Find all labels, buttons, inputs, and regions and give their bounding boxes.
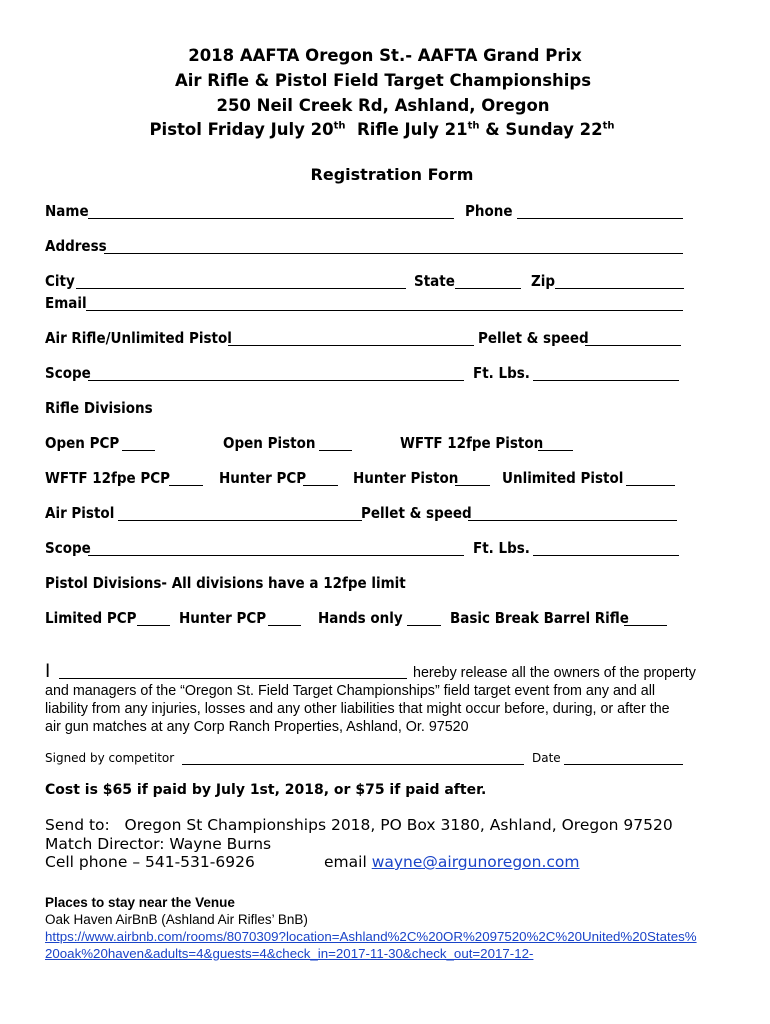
email-contact bbox=[324, 853, 580, 871]
release-line-3: liability from any injuries, losses and any other liabilities that might occur before, during, or after the bbox=[45, 701, 670, 717]
air-rifle-label: Air Rifle/Unlimited Pistol bbox=[45, 329, 232, 347]
date-label: Date bbox=[532, 751, 561, 765]
scope-2-field[interactable] bbox=[88, 555, 464, 556]
hunter-pcp-2-field[interactable] bbox=[268, 625, 301, 626]
open-piston-field[interactable] bbox=[319, 450, 352, 451]
email-label: Email bbox=[45, 294, 87, 312]
air-pistol-field[interactable] bbox=[118, 520, 362, 521]
zip-label: Zip bbox=[531, 272, 556, 290]
limited-pcp-field[interactable] bbox=[137, 625, 170, 626]
release-i: I bbox=[45, 661, 51, 682]
signature-field[interactable] bbox=[182, 764, 524, 765]
wftf-pcp-label: WFTF 12fpe PCP bbox=[45, 469, 171, 487]
hunter-pcp-2-label: Hunter PCP bbox=[179, 609, 267, 627]
send-to: Send to: Oregon St Championships 2018, PO Box 3180, Ashland, Oregon 97520 bbox=[45, 816, 673, 834]
city-label: City bbox=[45, 272, 75, 290]
cell-phone: Cell phone – 541-531-6926 bbox=[45, 853, 255, 871]
form-title: Registration Form bbox=[310, 165, 474, 184]
wftf-piston-label: WFTF 12fpe Piston bbox=[400, 434, 544, 452]
limited-pcp-label: Limited PCP bbox=[45, 609, 137, 627]
ftlbs-label: Ft. Lbs. bbox=[473, 364, 530, 382]
pistol-divisions-heading: Pistol Divisions- All divisions have a 12fpe limit bbox=[45, 574, 406, 592]
header-line-1: 2018 AAFTA Oregon St.- AAFTA Grand Prix bbox=[188, 46, 582, 65]
ftlbs-field[interactable] bbox=[533, 380, 679, 381]
basic-break-label: Basic Break Barrel Rifle bbox=[450, 609, 629, 627]
name-field[interactable] bbox=[88, 218, 454, 219]
airbnb-link-line-1[interactable]: https://www.airbnb.com/rooms/8070309?location=Ashland%2C%20OR%2097520%2C%20United%20States% bbox=[45, 929, 697, 944]
wftf-piston-field[interactable] bbox=[538, 450, 573, 451]
address-field[interactable] bbox=[104, 253, 683, 254]
open-piston-label: Open Piston bbox=[223, 434, 316, 452]
scope-field[interactable] bbox=[88, 380, 464, 381]
signed-label: Signed by competitor bbox=[45, 751, 175, 765]
hunter-piston-label: Hunter Piston bbox=[353, 469, 459, 487]
address-label: Address bbox=[45, 237, 107, 255]
air-pistol-label: Air Pistol bbox=[45, 504, 115, 522]
rifle-divisions-heading: Rifle Divisions bbox=[45, 399, 153, 417]
hunter-pcp-field[interactable] bbox=[303, 485, 338, 486]
ftlbs-2-field[interactable] bbox=[533, 555, 679, 556]
state-label: State bbox=[414, 272, 455, 290]
header-line-2: Air Rifle & Pistol Field Target Championships bbox=[174, 71, 592, 90]
match-director: Match Director: Wayne Burns bbox=[45, 835, 272, 853]
unlimited-pistol-label: Unlimited Pistol bbox=[502, 469, 624, 487]
cost-text: Cost is $65 if paid by July 1st, 2018, or $75 if paid after. bbox=[45, 782, 487, 798]
hands-only-label: Hands only bbox=[318, 609, 403, 627]
scope-label: Scope bbox=[45, 364, 91, 382]
phone-label: Phone bbox=[465, 202, 513, 220]
release-line-2: and managers of the “Oregon St. Field Target Championships” field target event from any and all bbox=[45, 683, 656, 699]
pellet-speed-2-label: Pellet & speed bbox=[361, 504, 472, 522]
zip-field[interactable] bbox=[555, 288, 684, 289]
pellet-speed-field[interactable] bbox=[585, 345, 681, 346]
hunter-piston-field[interactable] bbox=[455, 485, 490, 486]
email-link[interactable]: wayne@airgunoregon.com bbox=[371, 853, 580, 871]
header-line-3: 250 Neil Creek Rd, Ashland, Oregon bbox=[216, 96, 550, 115]
email-field[interactable] bbox=[86, 310, 683, 311]
date-field[interactable] bbox=[564, 764, 683, 765]
hunter-pcp-label: Hunter PCP bbox=[219, 469, 307, 487]
city-field[interactable] bbox=[76, 288, 406, 289]
pellet-speed-label: Pellet & speed bbox=[478, 329, 589, 347]
release-line-4: air gun matches at any Corp Ranch Properties, Ashland, Or. 97520 bbox=[45, 719, 469, 735]
header-line-4: Pistol Friday July 20th Rifle July 21th & Sunday 22th bbox=[149, 120, 615, 139]
state-field[interactable] bbox=[455, 288, 521, 289]
release-line-1: hereby release all the owners of the property bbox=[413, 665, 696, 681]
basic-break-field[interactable] bbox=[624, 625, 667, 626]
open-pcp-field[interactable] bbox=[122, 450, 155, 451]
scope-2-label: Scope bbox=[45, 539, 91, 557]
phone-field[interactable] bbox=[517, 218, 683, 219]
email-contact-label: email bbox=[324, 853, 367, 871]
air-rifle-field[interactable] bbox=[228, 345, 474, 346]
airbnb-link-line-2[interactable]: 20oak%20haven&adults=4&guests=4&check_in=2017-11-30&check_out=2017-12- bbox=[45, 946, 534, 961]
hands-only-field[interactable] bbox=[407, 625, 441, 626]
name-label: Name bbox=[45, 202, 89, 220]
pellet-speed-2-field[interactable] bbox=[468, 520, 677, 521]
ftlbs-2-label: Ft. Lbs. bbox=[473, 539, 530, 557]
places-name: Oak Haven AirBnB (Ashland Air Rifles’ BnB) bbox=[45, 912, 308, 927]
wftf-pcp-field[interactable] bbox=[169, 485, 203, 486]
open-pcp-label: Open PCP bbox=[45, 434, 120, 452]
unlimited-pistol-field[interactable] bbox=[626, 485, 675, 486]
places-heading: Places to stay near the Venue bbox=[45, 895, 235, 910]
release-name-field[interactable] bbox=[59, 678, 407, 679]
